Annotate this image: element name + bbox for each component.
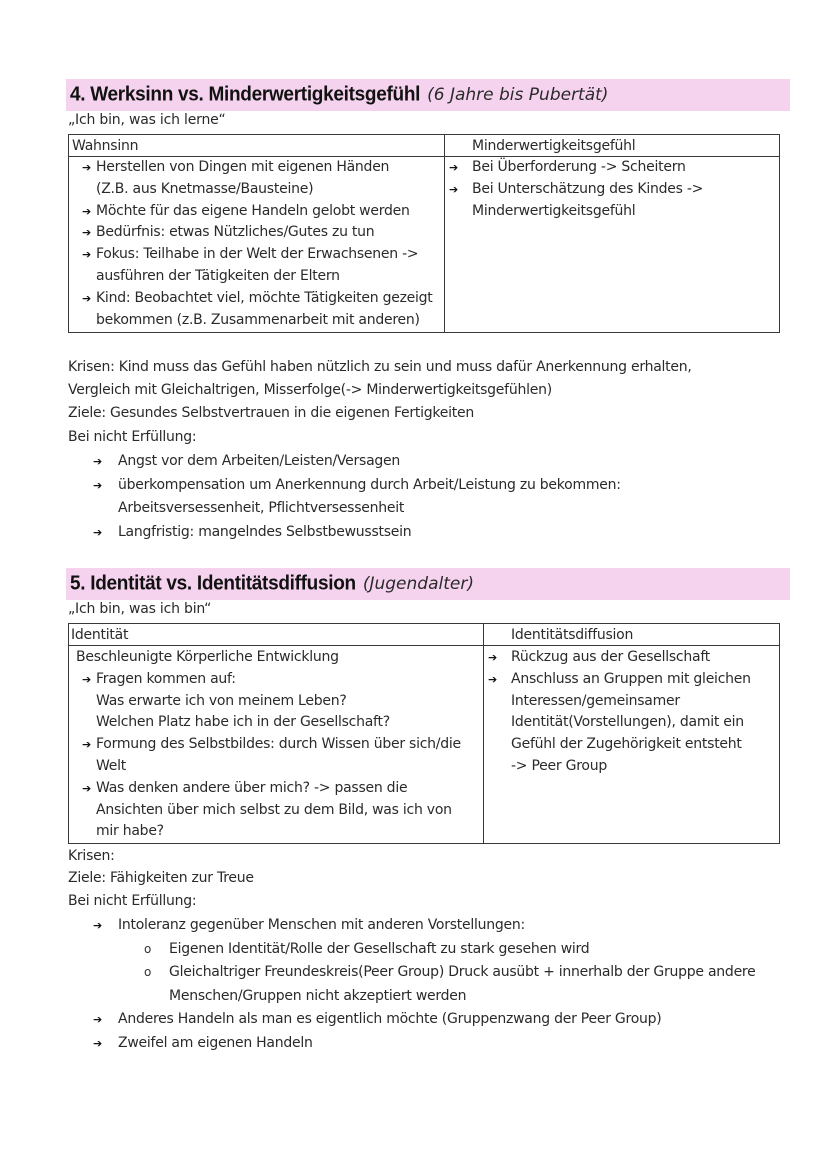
arrow-icon: ➔ <box>93 525 102 539</box>
section-5-ziele: Ziele: Fähigkeiten zur Treue <box>68 870 254 886</box>
list-item <box>69 691 482 713</box>
list-item <box>68 961 808 985</box>
arrow-icon: ➔ <box>488 672 497 686</box>
list-item-text: -> Peer Group <box>511 757 607 774</box>
section-4-title: 4. Werksinn vs. Minderwertigkeitsgefühl <box>70 83 421 106</box>
arrow-icon: ➔ <box>93 1036 102 1050</box>
list-item-text: Rückzug aus der Gesellschaft <box>511 649 711 665</box>
list-item <box>445 201 775 223</box>
arrow-icon: ➔ <box>82 248 91 262</box>
section-4-subtitle: (6 Jahre bis Pubertät) <box>427 85 609 105</box>
arrow-icon: ➔ <box>93 919 102 932</box>
right-column-cell <box>445 157 775 222</box>
list-item <box>445 179 775 201</box>
arrow-icon: ➔ <box>93 1013 102 1026</box>
list-item-text: Identität(Vorstellungen), damit ein <box>511 714 744 731</box>
list-item-text: Menschen/Gruppen nicht akzeptiert werden <box>169 987 467 1004</box>
list-item <box>68 497 788 521</box>
list-item <box>69 712 482 734</box>
left-column-cell <box>69 157 443 331</box>
list-item <box>68 450 788 474</box>
list-item-text: Zweifel am eigenen Handeln <box>118 1034 313 1051</box>
list-item-text: Ansichten über mich selbst zu dem Bild, was ich von <box>96 801 452 818</box>
list-item-text: Gefühl der Zugehörigkeit entsteht <box>511 736 742 753</box>
list-item <box>68 938 808 962</box>
section-4-krisen-line-2: Vergleich mit Gleichaltrigen, Misserfolge(-> Minderwertigkeitsgefühlen) <box>68 382 552 398</box>
list-item <box>69 288 443 310</box>
list-item-text: Welt <box>96 757 127 774</box>
section-5-motto: „Ich bin, was ich bin“ <box>68 601 212 617</box>
list-item-text: Gleichaltriger Freundeskreis(Peer Group) Druck ausübt + innerhalb der Gruppe andere <box>169 964 756 980</box>
circle-bullet-icon: o <box>144 965 152 979</box>
section-4-bei-nicht: Bei nicht Erfüllung: <box>68 429 197 445</box>
list-item <box>69 310 443 332</box>
table-header-row <box>69 135 779 157</box>
section-5-header <box>66 568 790 600</box>
list-item-text: Bei Überforderung -> Scheitern <box>472 159 686 175</box>
arrow-icon: ➔ <box>93 478 102 492</box>
list-item <box>69 244 443 266</box>
right-column-cell <box>484 647 776 778</box>
list-item-text: Herstellen von Dingen mit eigenen Händen <box>96 159 390 175</box>
list-item <box>69 800 482 822</box>
list-item-text: Bei Unterschätzung des Kindes -> <box>472 180 704 197</box>
left-column-header: Wahnsinn <box>72 138 139 154</box>
list-item-text: überkompensation um Anerkennung durch Arbeit/Leistung zu bekommen: <box>118 476 621 493</box>
circle-bullet-icon: o <box>144 941 152 956</box>
arrow-icon: ➔ <box>82 781 91 795</box>
table-header-row <box>69 624 779 646</box>
list-item-text: Anschluss an Gruppen mit gleichen <box>511 670 751 687</box>
list-item <box>69 266 443 288</box>
list-item-text: mir habe? <box>96 823 164 840</box>
list-item-text: ausführen der Tätigkeiten der Eltern <box>96 267 340 284</box>
list-item <box>68 521 788 545</box>
section-4-consequences-list <box>68 450 788 544</box>
list-item-text: Anderes Handeln als man es eigentlich möchte (Gruppenzwang der Peer Group) <box>118 1011 662 1027</box>
left-column-header: Identität <box>71 627 129 643</box>
list-item <box>69 756 482 778</box>
arrow-icon: ➔ <box>82 204 91 218</box>
list-item-text: Möchte für das eigene Handeln gelobt werden <box>96 202 410 219</box>
arrow-icon: ➔ <box>449 161 458 174</box>
list-item-text: Was erwarte ich von meinem Leben? <box>96 692 347 709</box>
list-item <box>69 201 443 223</box>
section-5-consequences-list <box>68 914 808 1055</box>
list-item <box>68 1008 808 1032</box>
list-item <box>68 474 788 498</box>
list-item <box>484 712 776 734</box>
arrow-icon: ➔ <box>93 455 102 468</box>
right-column-header: Identitätsdiffusion <box>511 627 634 643</box>
list-item <box>484 669 776 691</box>
list-item-text: Eigenen Identität/Rolle der Gesellschaft zu stark gesehen wird <box>169 940 590 957</box>
list-item <box>69 222 443 244</box>
list-item-text: Kind: Beobachtet viel, möchte Tätigkeiten gezeigt <box>96 289 433 306</box>
list-item <box>69 157 443 179</box>
right-column-header: Minderwertigkeitsgefühl <box>472 138 636 154</box>
list-item <box>445 157 775 179</box>
list-item <box>69 734 482 756</box>
list-item-text: Intoleranz gegenüber Menschen mit anderen Vorstellungen: <box>118 917 526 933</box>
arrow-icon: ➔ <box>82 226 91 240</box>
list-item <box>484 756 776 778</box>
list-item-text: bekommen (z.B. Zusammenarbeit mit anderen) <box>96 311 420 328</box>
list-item-text: Beschleunigte Körperliche Entwicklung <box>76 649 339 665</box>
list-item-text: (Z.B. aus Knetmasse/Bausteine) <box>96 180 314 197</box>
list-item-text: Fokus: Teilhabe in der Welt der Erwachsenen -> <box>96 246 419 263</box>
list-item-text: Was denken andere über mich? -> passen die <box>96 779 408 796</box>
section-5-subtitle: (Jugendalter) <box>362 574 474 594</box>
list-item-text: Langfristig: mangelndes Selbstbewusstsein <box>118 523 412 540</box>
list-item <box>69 669 482 691</box>
list-item <box>484 734 776 756</box>
arrow-icon: ➔ <box>488 651 497 664</box>
list-item <box>484 647 776 669</box>
section-4-table <box>68 134 780 333</box>
list-item-text: Welchen Platz habe ich in der Gesellschaft? <box>96 714 390 731</box>
list-item <box>68 1032 808 1056</box>
list-item <box>69 778 482 800</box>
arrow-icon: ➔ <box>449 182 458 196</box>
section-5-title: 5. Identität vs. Identitätsdiffusion <box>70 572 356 595</box>
section-5-table <box>68 623 780 844</box>
left-column-cell <box>69 647 482 843</box>
list-item-text: Formung des Selbstbildes: durch Wissen über sich/die <box>96 736 461 753</box>
section-4-motto: „Ich bin, was ich lerne“ <box>68 112 226 128</box>
list-item <box>69 821 482 843</box>
list-item <box>69 647 482 669</box>
list-item <box>68 985 808 1009</box>
section-5-bei-nicht: Bei nicht Erfüllung: <box>68 893 197 909</box>
list-item-text: Arbeitsversessenheit, Pflichtversessenheit <box>118 500 405 516</box>
arrow-icon: ➔ <box>82 672 91 686</box>
list-item-text: Minderwertigkeitsgefühl <box>472 202 636 219</box>
arrow-icon: ➔ <box>82 161 91 174</box>
list-item <box>484 691 776 713</box>
list-item-text: Interessen/gemeinsamer <box>511 692 680 709</box>
list-item <box>69 179 443 201</box>
section-5-krisen: Krisen: <box>68 848 115 864</box>
list-item-text: Bedürfnis: etwas Nützliches/Gutes zu tun <box>96 224 375 241</box>
section-4-krisen-line-1: Krisen: Kind muss das Gefühl haben nützlich zu sein und muss dafür Anerkennung erhalten, <box>68 359 692 375</box>
section-4-ziele: Ziele: Gesundes Selbstvertrauen in die eigenen Fertigkeiten <box>68 405 474 421</box>
arrow-icon: ➔ <box>82 738 91 752</box>
section-4-header <box>66 79 790 111</box>
list-item <box>68 914 808 938</box>
list-item-text: Angst vor dem Arbeiten/Leisten/Versagen <box>118 453 401 469</box>
arrow-icon: ➔ <box>82 291 91 305</box>
list-item-text: Fragen kommen auf: <box>96 670 236 687</box>
